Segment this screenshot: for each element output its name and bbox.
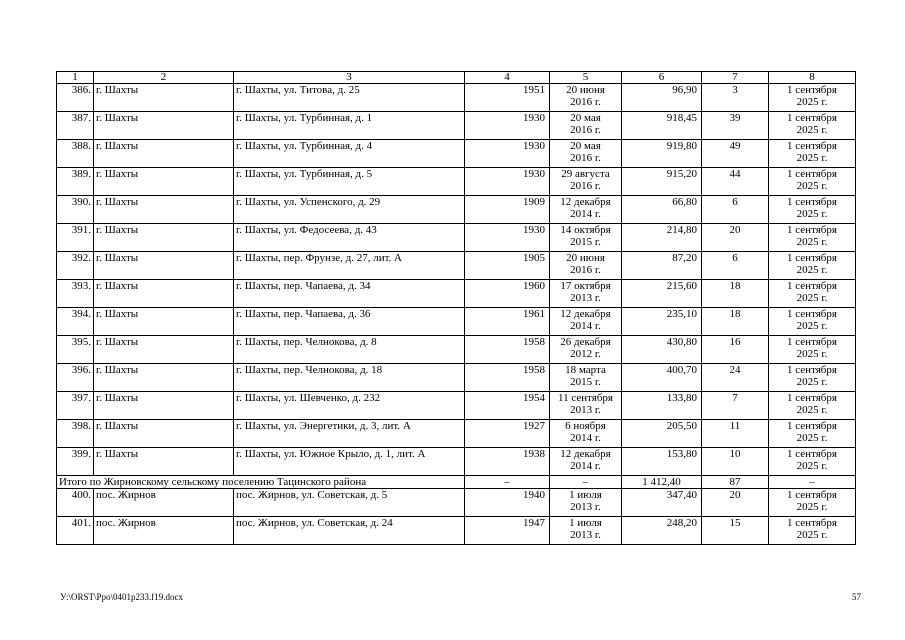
- area: 248,20: [622, 517, 702, 545]
- inspection-date-line-1: 26 декабря: [560, 336, 611, 348]
- area: 153,80: [622, 448, 702, 476]
- inspection-date-line-1: 17 октября: [560, 280, 611, 292]
- row-number: 401.: [57, 517, 94, 545]
- build-year: 1938: [465, 448, 550, 476]
- area: 215,60: [622, 280, 702, 308]
- column-number: 1: [57, 72, 94, 84]
- settlement: г. Шахты: [94, 420, 234, 448]
- inspection-date-line-2: 2012 г.: [570, 348, 601, 360]
- settlement: г. Шахты: [94, 168, 234, 196]
- build-year: 1954: [465, 392, 550, 420]
- table-row: [57, 489, 856, 517]
- address: г. Шахты, пер. Чапаева, д. 34: [234, 280, 465, 308]
- inspection-date-line-1: 20 июня: [566, 252, 605, 264]
- deadline: [769, 112, 856, 140]
- column-number: 3: [234, 72, 465, 84]
- address: г. Шахты, пер. Челнокова, д. 8: [234, 336, 465, 364]
- inspection-date-line-1: 20 мая: [570, 112, 601, 124]
- inspection-date-line-1: 1 июля: [569, 517, 602, 529]
- row-number: 392.: [57, 252, 94, 280]
- inspection-date-line-2: 2016 г.: [570, 264, 601, 276]
- row-number: 395.: [57, 336, 94, 364]
- inspection-date-line-2: 2013 г.: [570, 292, 601, 304]
- residents: 44: [702, 168, 769, 196]
- summary-date: –: [550, 476, 622, 489]
- deadline: [769, 364, 856, 392]
- address: г. Шахты, ул. Титова, д. 25: [234, 84, 465, 112]
- inspection-date-line-1: 11 сентября: [557, 392, 613, 404]
- area: 918,45: [622, 112, 702, 140]
- deadline-line-1: 1 сентября: [787, 308, 837, 320]
- inspection-date-line-1: 6 ноября: [565, 420, 606, 432]
- residents: 20: [702, 224, 769, 252]
- summary-row: [57, 476, 856, 489]
- build-year: 1961: [465, 308, 550, 336]
- row-number: 388.: [57, 140, 94, 168]
- address: г. Шахты, ул. Турбинная, д. 1: [234, 112, 465, 140]
- table-row: [57, 364, 856, 392]
- inspection-date-line-2: 2013 г.: [570, 501, 601, 513]
- deadline: [769, 308, 856, 336]
- deadline-line-1: 1 сентября: [787, 420, 837, 432]
- address: г. Шахты, пер. Чапаева, д. 36: [234, 308, 465, 336]
- area: 133,80: [622, 392, 702, 420]
- inspection-date: [550, 280, 622, 308]
- column-number: 2: [94, 72, 234, 84]
- deadline-line-2: 2025 г.: [796, 404, 828, 416]
- deadline-line-1: 1 сентября: [787, 168, 837, 180]
- summary-year: –: [465, 476, 550, 489]
- area: 430,80: [622, 336, 702, 364]
- inspection-date: [550, 420, 622, 448]
- settlement: г. Шахты: [94, 252, 234, 280]
- inspection-date-line-2: 2016 г.: [570, 152, 601, 164]
- area: 235,10: [622, 308, 702, 336]
- table-row: [57, 517, 856, 545]
- summary-deadline: –: [769, 476, 856, 489]
- inspection-date: [550, 489, 622, 517]
- deadline: [769, 196, 856, 224]
- deadline-line-2: 2025 г.: [796, 348, 828, 360]
- settlement: г. Шахты: [94, 448, 234, 476]
- inspection-date-line-2: 2014 г.: [570, 320, 601, 332]
- table-row: [57, 448, 856, 476]
- page-number: 57: [852, 592, 861, 602]
- table-row: [57, 392, 856, 420]
- residents: 16: [702, 336, 769, 364]
- table-row: [57, 84, 856, 112]
- table-row: [57, 308, 856, 336]
- inspection-date-line-2: 2015 г.: [570, 236, 601, 248]
- inspection-date: [550, 336, 622, 364]
- deadline: [769, 84, 856, 112]
- area: 96,90: [622, 84, 702, 112]
- residents: 15: [702, 517, 769, 545]
- table-row: [57, 224, 856, 252]
- deadline-line-1: 1 сентября: [787, 489, 837, 501]
- build-year: 1947: [465, 517, 550, 545]
- settlement: пос. Жирнов: [94, 517, 234, 545]
- build-year: 1927: [465, 420, 550, 448]
- table-row: [57, 140, 856, 168]
- deadline-line-2: 2025 г.: [796, 264, 828, 276]
- deadline-line-1: 1 сентября: [787, 448, 837, 460]
- row-number: 386.: [57, 84, 94, 112]
- address: г. Шахты, пер. Фрунзе, д. 27, лит. А: [234, 252, 465, 280]
- file-path: У:\ORST\Ppo\0401p233.f19.docx: [60, 592, 184, 602]
- deadline-line-2: 2025 г.: [796, 124, 828, 136]
- deadline-line-2: 2025 г.: [796, 96, 828, 108]
- address: г. Шахты, ул. Федосеева, д. 43: [234, 224, 465, 252]
- deadline: [769, 489, 856, 517]
- build-year: 1930: [465, 112, 550, 140]
- build-year: 1905: [465, 252, 550, 280]
- deadline-line-2: 2025 г.: [796, 460, 828, 472]
- inspection-date-line-1: 12 декабря: [560, 308, 611, 320]
- settlement: г. Шахты: [94, 84, 234, 112]
- inspection-date: [550, 517, 622, 545]
- residents: 3: [702, 84, 769, 112]
- deadline-line-2: 2025 г.: [796, 292, 828, 304]
- deadline-line-1: 1 сентября: [787, 392, 837, 404]
- residents: 49: [702, 140, 769, 168]
- table-row: [57, 420, 856, 448]
- column-number: 7: [702, 72, 769, 84]
- inspection-date: [550, 140, 622, 168]
- deadline-line-1: 1 сентября: [787, 517, 837, 529]
- settlement: г. Шахты: [94, 224, 234, 252]
- deadline-line-1: 1 сентября: [787, 140, 837, 152]
- row-number: 393.: [57, 280, 94, 308]
- residents: 10: [702, 448, 769, 476]
- build-year: 1930: [465, 224, 550, 252]
- column-number: 6: [622, 72, 702, 84]
- address: г. Шахты, ул. Энергетики, д. 3, лит. А: [234, 420, 465, 448]
- settlement: г. Шахты: [94, 196, 234, 224]
- summary-label: Итого по Жирновскому сельскому поселению Тацинского района: [57, 476, 465, 489]
- deadline: [769, 168, 856, 196]
- row-number: 390.: [57, 196, 94, 224]
- residents: 20: [702, 489, 769, 517]
- settlement: г. Шахты: [94, 112, 234, 140]
- deadline-line-1: 1 сентября: [787, 364, 837, 376]
- register-table: [56, 71, 856, 545]
- inspection-date-line-2: 2014 г.: [570, 460, 601, 472]
- build-year: 1930: [465, 140, 550, 168]
- deadline-line-1: 1 сентября: [787, 224, 837, 236]
- row-number: 400.: [57, 489, 94, 517]
- deadline: [769, 224, 856, 252]
- table-row: [57, 280, 856, 308]
- residents: 7: [702, 392, 769, 420]
- deadline-line-2: 2025 г.: [796, 501, 828, 513]
- deadline-line-1: 1 сентября: [787, 112, 837, 124]
- address: г. Шахты, ул. Шевченко, д. 232: [234, 392, 465, 420]
- inspection-date: [550, 308, 622, 336]
- column-number: 4: [465, 72, 550, 84]
- address: пос. Жирнов, ул. Советская, д. 5: [234, 489, 465, 517]
- inspection-date-line-2: 2016 г.: [570, 96, 601, 108]
- inspection-date-line-1: 1 июля: [569, 489, 602, 501]
- row-number: 387.: [57, 112, 94, 140]
- inspection-date-line-1: 12 декабря: [560, 196, 611, 208]
- deadline-line-1: 1 сентября: [787, 84, 837, 96]
- residents: 6: [702, 252, 769, 280]
- inspection-date-line-2: 2014 г.: [570, 432, 601, 444]
- deadline: [769, 140, 856, 168]
- inspection-date-line-2: 2015 г.: [570, 376, 601, 388]
- build-year: 1909: [465, 196, 550, 224]
- area: 66,80: [622, 196, 702, 224]
- settlement: г. Шахты: [94, 308, 234, 336]
- address: пос. Жирнов, ул. Советская, д. 24: [234, 517, 465, 545]
- table-row: [57, 112, 856, 140]
- row-number: 389.: [57, 168, 94, 196]
- settlement: г. Шахты: [94, 140, 234, 168]
- column-number: 5: [550, 72, 622, 84]
- deadline-line-1: 1 сентября: [787, 336, 837, 348]
- table-row: [57, 168, 856, 196]
- residents: 39: [702, 112, 769, 140]
- settlement: г. Шахты: [94, 364, 234, 392]
- table-row: [57, 252, 856, 280]
- inspection-date-line-1: 20 мая: [570, 140, 601, 152]
- deadline-line-2: 2025 г.: [796, 180, 828, 192]
- build-year: 1951: [465, 84, 550, 112]
- inspection-date: [550, 224, 622, 252]
- inspection-date: [550, 112, 622, 140]
- area: 400,70: [622, 364, 702, 392]
- row-number: 396.: [57, 364, 94, 392]
- address: г. Шахты, ул. Турбинная, д. 5: [234, 168, 465, 196]
- deadline-line-2: 2025 г.: [796, 208, 828, 220]
- inspection-date-line-2: 2016 г.: [570, 180, 601, 192]
- inspection-date-line-2: 2013 г.: [570, 404, 601, 416]
- table-row: [57, 196, 856, 224]
- inspection-date: [550, 196, 622, 224]
- table-row: [57, 336, 856, 364]
- inspection-date: [550, 84, 622, 112]
- row-number: 398.: [57, 420, 94, 448]
- inspection-date-line-2: 2013 г.: [570, 529, 601, 541]
- settlement: г. Шахты: [94, 392, 234, 420]
- deadline: [769, 517, 856, 545]
- build-year: 1930: [465, 168, 550, 196]
- inspection-date-line-1: 14 октября: [560, 224, 611, 236]
- summary-area: 1 412,40: [622, 476, 702, 489]
- inspection-date: [550, 448, 622, 476]
- deadline-line-2: 2025 г.: [796, 152, 828, 164]
- deadline: [769, 392, 856, 420]
- inspection-date-line-1: 20 июня: [566, 84, 605, 96]
- inspection-date-line-1: 29 августа: [561, 168, 610, 180]
- residents: 24: [702, 364, 769, 392]
- build-year: 1958: [465, 364, 550, 392]
- deadline: [769, 336, 856, 364]
- address: г. Шахты, ул. Южное Крыло, д. 1, лит. А: [234, 448, 465, 476]
- inspection-date: [550, 252, 622, 280]
- deadline-line-2: 2025 г.: [796, 236, 828, 248]
- address: г. Шахты, ул. Турбинная, д. 4: [234, 140, 465, 168]
- inspection-date-line-2: 2014 г.: [570, 208, 601, 220]
- deadline: [769, 280, 856, 308]
- inspection-date-line-2: 2016 г.: [570, 124, 601, 136]
- row-number: 391.: [57, 224, 94, 252]
- summary-residents: 87: [702, 476, 769, 489]
- deadline: [769, 420, 856, 448]
- area: 87,20: [622, 252, 702, 280]
- build-year: 1960: [465, 280, 550, 308]
- deadline-line-1: 1 сентября: [787, 280, 837, 292]
- deadline-line-2: 2025 г.: [796, 529, 828, 541]
- inspection-date: [550, 392, 622, 420]
- residents: 18: [702, 280, 769, 308]
- settlement: г. Шахты: [94, 336, 234, 364]
- area: 214,80: [622, 224, 702, 252]
- deadline: [769, 448, 856, 476]
- address: г. Шахты, ул. Успенского, д. 29: [234, 196, 465, 224]
- inspection-date-line-1: 18 марта: [565, 364, 606, 376]
- deadline: [769, 252, 856, 280]
- deadline-line-1: 1 сентября: [787, 196, 837, 208]
- build-year: 1940: [465, 489, 550, 517]
- settlement: пос. Жирнов: [94, 489, 234, 517]
- residents: 6: [702, 196, 769, 224]
- area: 919,80: [622, 140, 702, 168]
- address: г. Шахты, пер. Челнокова, д. 18: [234, 364, 465, 392]
- residents: 11: [702, 420, 769, 448]
- residents: 18: [702, 308, 769, 336]
- deadline-line-2: 2025 г.: [796, 376, 828, 388]
- inspection-date: [550, 364, 622, 392]
- inspection-date-line-1: 12 декабря: [560, 448, 611, 460]
- build-year: 1958: [465, 336, 550, 364]
- deadline-line-2: 2025 г.: [796, 320, 828, 332]
- row-number: 394.: [57, 308, 94, 336]
- deadline-line-2: 2025 г.: [796, 432, 828, 444]
- deadline-line-1: 1 сентября: [787, 252, 837, 264]
- inspection-date: [550, 168, 622, 196]
- row-number: 399.: [57, 448, 94, 476]
- column-number-row: [57, 72, 856, 84]
- column-number: 8: [769, 72, 856, 84]
- area: 205,50: [622, 420, 702, 448]
- row-number: 397.: [57, 392, 94, 420]
- settlement: г. Шахты: [94, 280, 234, 308]
- area: 915,20: [622, 168, 702, 196]
- area: 347,40: [622, 489, 702, 517]
